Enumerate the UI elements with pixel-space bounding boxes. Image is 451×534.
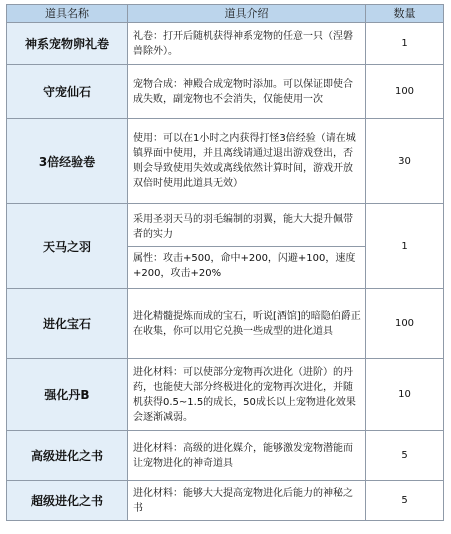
item-quantity: 30: [366, 119, 444, 204]
table-row: [7, 359, 444, 431]
item-description: 宠物合成：神殿合成宠物时添加。可以保证即使合成失败，副宠物也不会消失，仅能使用一次: [128, 65, 366, 119]
table-row: [7, 23, 444, 65]
item-quantity: 100: [366, 65, 444, 119]
table-row: [7, 119, 444, 204]
table-row: [7, 65, 444, 119]
table-row: [7, 431, 444, 481]
item-name: 神系宠物卵礼卷: [7, 23, 128, 65]
item-quantity: 1: [366, 23, 444, 65]
item-table-container: [6, 4, 444, 521]
item-description: 礼卷：打开后随机获得神系宠物的任意一只（涅磐兽除外）。: [128, 23, 366, 65]
table-row: [7, 204, 444, 289]
table-row: [7, 481, 444, 521]
item-description: 使用：可以在1小时之内获得打怪3倍经验（请在城镇界面中使用，并且离线请通过退出游戏登出，否则会导致使用失效或离线依然计算时间，游戏开放双倍时使用此道具无效）: [128, 119, 366, 204]
item-name: 守宠仙石: [7, 65, 128, 119]
item-quantity: 5: [366, 481, 444, 521]
item-description: 进化精髓提炼而成的宝石，听说[酒馆]的暗隐伯爵正在收集，你可以用它兑换一些成型的进化道具: [128, 289, 366, 359]
item-name: 3倍经验卷: [7, 119, 128, 204]
item-name: 强化丹B: [7, 359, 128, 431]
header-item-description: 道具介绍: [128, 5, 366, 23]
item-description: 进化材料：可以使部分宠物再次进化（进阶）的丹药，也能使大部分终极进化的宠物再次进化，并随机获得0.5~1.5的成长，50成长以上宠物进化效果会逐渐减弱。: [128, 359, 366, 431]
item-quantity: 5: [366, 431, 444, 481]
item-quantity: 10: [366, 359, 444, 431]
item-description-cell: [128, 204, 366, 289]
item-description: 进化材料：高级的进化媒介，能够激发宠物潜能而让宠物进化的神奇道具: [128, 431, 366, 481]
header-item-name: 道具名称: [7, 5, 128, 23]
table-header-row: [7, 5, 444, 23]
item-description: 采用圣羽天马的羽毛编制的羽翼，能大大提升佩带者的实力: [133, 213, 353, 240]
header-quantity: 数量: [366, 5, 444, 23]
item-name: 进化宝石: [7, 289, 128, 359]
item-attributes: 属性：攻击+500，命中+200，闪避+100，速度+200，攻击+20%: [128, 246, 365, 281]
item-name: 高级进化之书: [7, 431, 128, 481]
item-table: [6, 4, 444, 521]
item-name: 超级进化之书: [7, 481, 128, 521]
item-quantity: 100: [366, 289, 444, 359]
item-name: 天马之羽: [7, 204, 128, 289]
item-quantity: 1: [366, 204, 444, 289]
item-description: 进化材料：能够大大提高宠物进化后能力的神秘之书: [128, 481, 366, 521]
table-row: [7, 289, 444, 359]
